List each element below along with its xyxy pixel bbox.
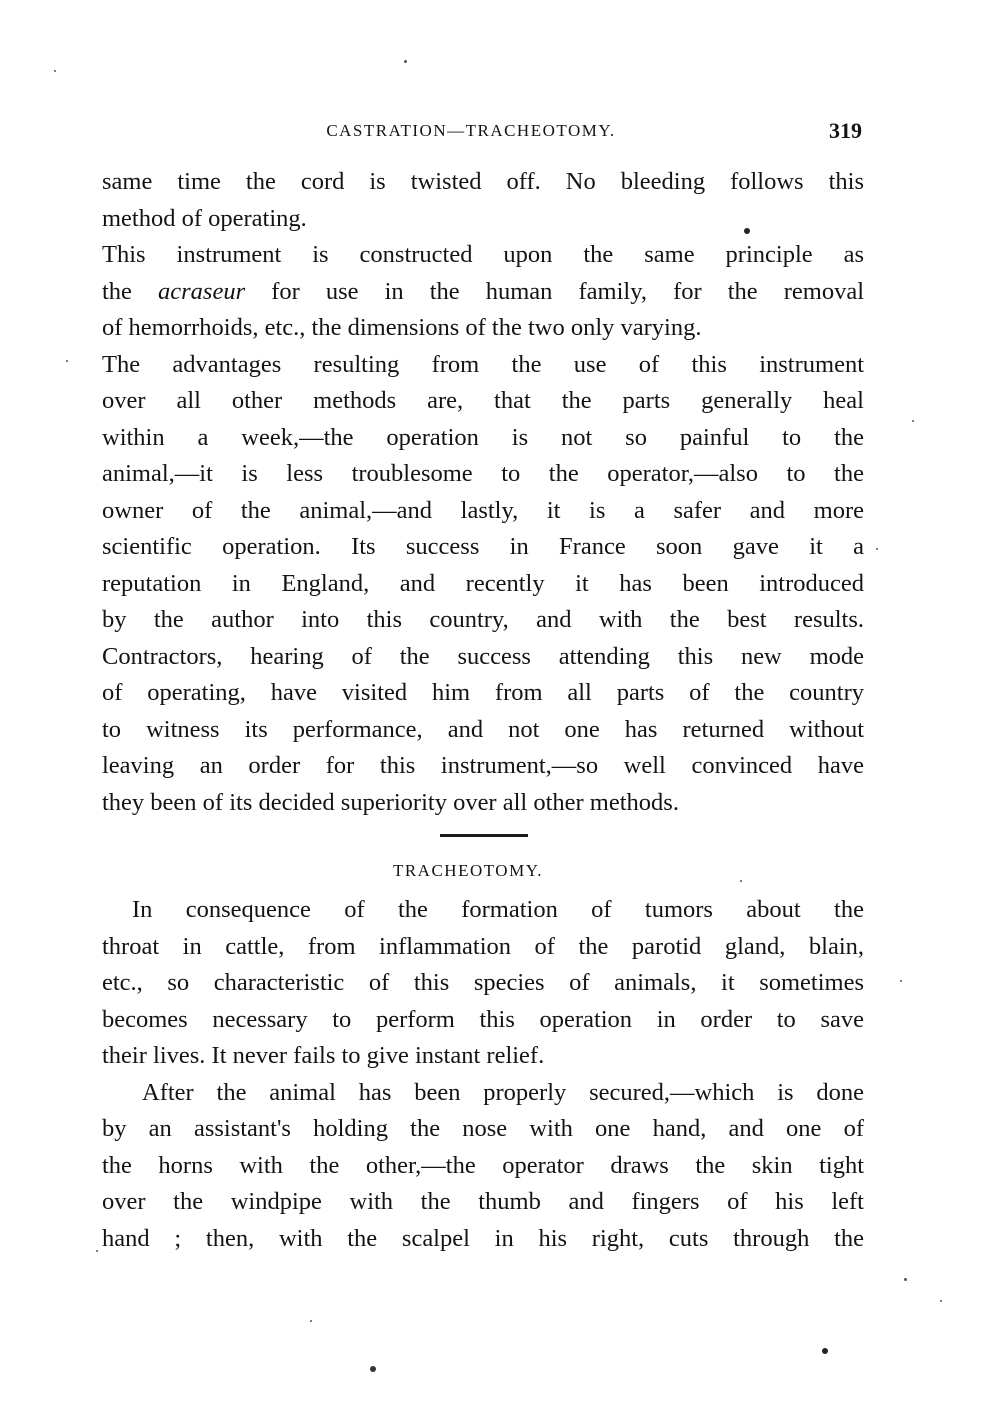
text-line: over all other methods are, that the parts generally heal [102,387,864,414]
text-line: This instrument is constructed upon the same principle as [102,241,864,268]
scan-speck [744,228,750,234]
text-line: they been of its decided superiority over all other methods. [102,788,679,816]
scan-speck [404,60,407,63]
scan-speck [310,1320,312,1322]
text-line: hand ; then, with the scalpel in his right, cuts through the [102,1224,864,1252]
scan-speck [876,548,878,550]
text-line: of hemorrhoids, etc., the dimensions of the two only varying. [102,314,702,341]
section-heading: TRACHEOTOMY. [392,861,544,880]
text-line: owner of the animal,—and lastly, it is a safer and more [102,496,864,524]
text-line: The advantages resulting from the use of this instrument [102,350,864,378]
page-number: 319 [829,118,862,143]
text-line: by the author into this country, and with the best results. [102,606,864,633]
text-line: scientific operation. Its success in France soon gave it a [102,533,864,560]
running-title: CASTRATION—TRACHEOTOMY. [326,121,616,140]
text-line: reputation in England, and recently it has been introduced [102,569,864,597]
scan-speck [740,880,742,882]
text-line: In consequence of the formation of tumors about the [132,896,864,923]
text-line: etc., so characteristic of this species of animals, it sometimes [102,969,864,996]
scan-speck [54,70,56,72]
text-line: animal,—it is less troublesome to the operator,—also to the [102,460,864,487]
running-head [100,116,866,146]
text-line: throat in cattle, from inflammation of the parotid gland, blain, [102,932,864,960]
section-divider [440,834,528,837]
scan-speck [904,1278,907,1281]
scan-speck [822,1348,828,1354]
text-line: leaving an order for this instrument,—so well convinced have [102,752,864,779]
scan-speck [900,980,902,982]
scan-speck [96,1250,98,1252]
text-span: the [102,277,159,305]
scan-speck [940,1300,942,1302]
text-line [102,274,864,311]
body-text-lower [102,892,864,1257]
text-line: to witness its performance, and not one has returned without [102,715,864,743]
text-line: over the windpipe with the thumb and fingers of his left [102,1188,864,1215]
text-line: by an assistant's holding the nose with one hand, and one of [102,1115,864,1142]
text-line: method of operating. [102,204,307,232]
scan-speck [66,360,68,362]
text-line: becomes necessary to perform this operation in order to save [102,1005,864,1033]
scan-speck [912,420,914,422]
italic-term: acraseur [158,277,246,305]
text-line: the horns with the other,—the operator draws the skin tight [102,1151,864,1179]
text-line: within a week,—the operation is not so painful to the [102,423,864,451]
text-span: for use in the human family, for the removal [245,277,864,305]
text-line: same time the cord is twisted off. No bleeding follows this [102,168,864,195]
text-line: of operating, have visited him from all parts of the country [102,679,864,706]
scan-speck [370,1366,376,1372]
text-line: their lives. It never fails to give instant relief. [102,1042,545,1069]
body-text-upper [102,164,864,821]
text-line: Contractors, hearing of the success attending this new mode [102,642,864,670]
text-line: After the animal has been properly secured,—which is done [142,1078,864,1106]
